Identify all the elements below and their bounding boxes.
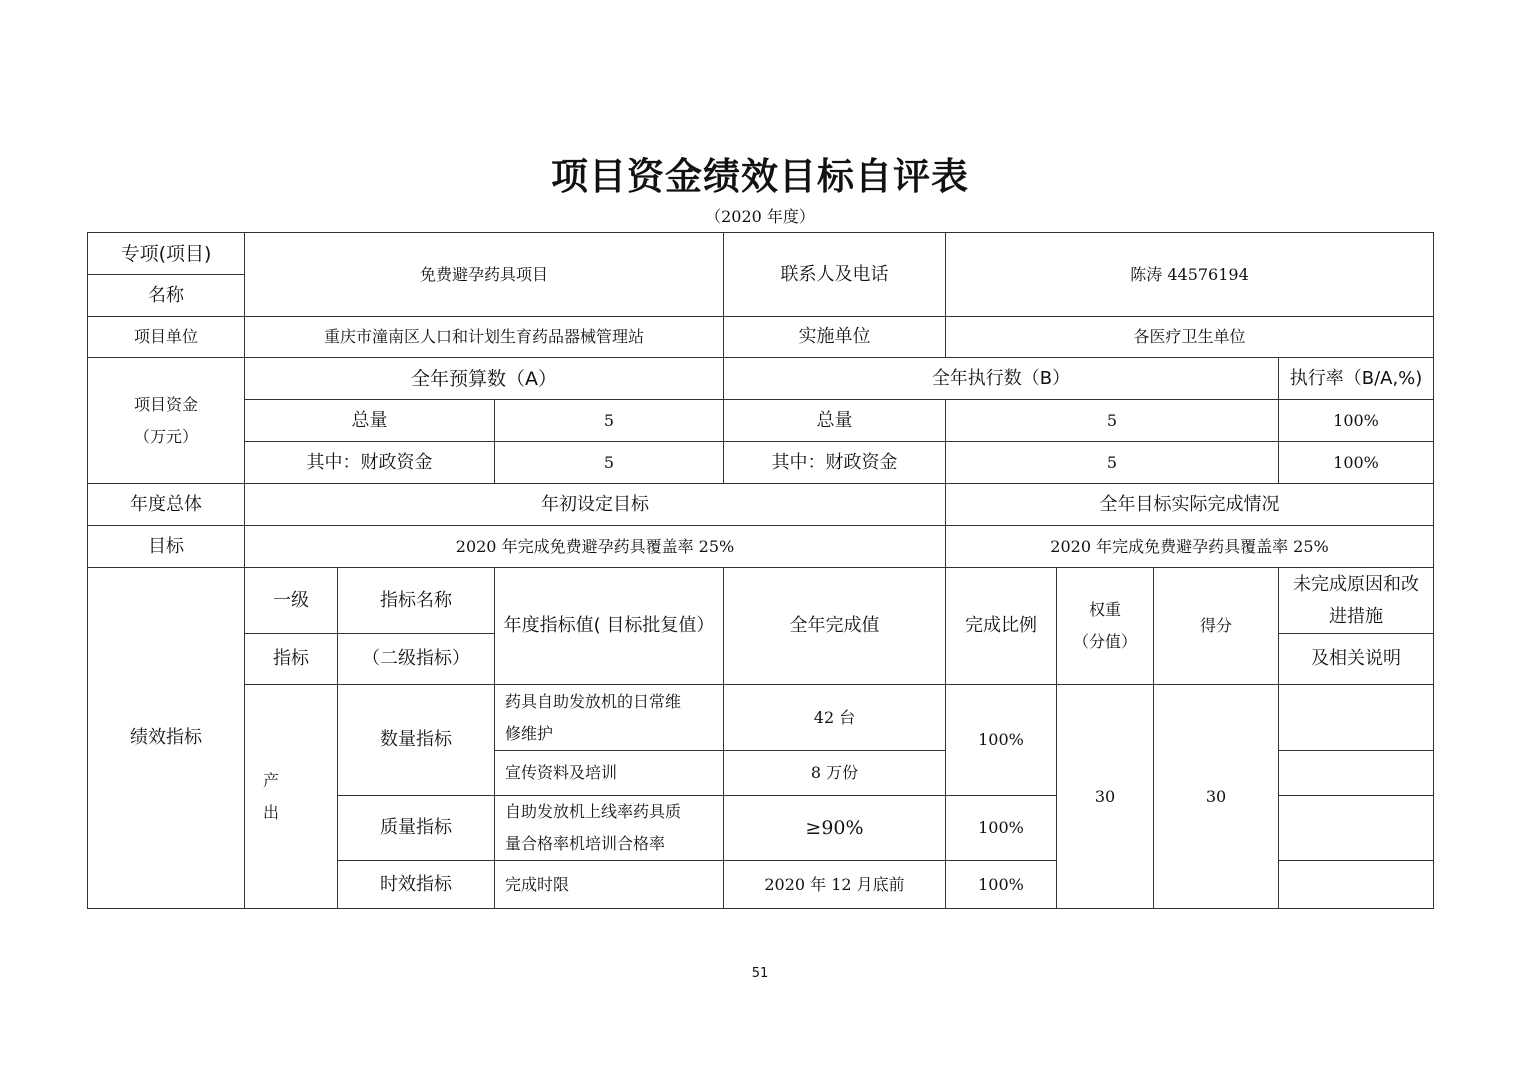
category-timeliness: 时效指标 — [338, 861, 495, 909]
indicator-row — [88, 685, 1434, 751]
project-name-value: 免费避孕药具项目 — [245, 233, 724, 317]
target-quality-line2: 量合格率机培训合格率 — [505, 834, 666, 853]
overall-label: 年度总体 — [88, 484, 245, 526]
rate-header: 执行率（B/A,%) — [1279, 358, 1434, 400]
actual-value: 2020 年完成免费避孕药具覆盖率 25% — [946, 526, 1434, 568]
project-name-label-2: 名称 — [88, 275, 245, 317]
page-title: 项目资金绩效目标自评表 — [551, 154, 969, 198]
indicators-section-label: 绩效指标 — [88, 568, 245, 909]
reason-3 — [1279, 796, 1434, 861]
target-quality — [495, 796, 724, 861]
fiscal-rate: 100% — [1279, 442, 1434, 484]
score-value: 30 — [1154, 685, 1279, 909]
header-name: 指标名称 — [338, 568, 495, 634]
weight-value: 30 — [1057, 685, 1154, 909]
category-quantity: 数量指标 — [338, 685, 495, 796]
header-weight — [1057, 568, 1154, 685]
header-reason-3: 及相关说明 — [1279, 634, 1434, 685]
actual-header: 全年目标实际完成情况 — [946, 484, 1434, 526]
level1-output-text: 产 出 — [262, 770, 319, 822]
reason-2 — [1279, 751, 1434, 796]
initial-target-header: 年初设定目标 — [245, 484, 946, 526]
initial-target-value: 2020 年完成免费避孕药具覆盖率 25% — [245, 526, 946, 568]
evaluation-table — [87, 232, 1434, 909]
total-label-exec: 总量 — [724, 400, 946, 442]
ratio-timeliness: 100% — [946, 861, 1057, 909]
total-exec: 5 — [946, 400, 1279, 442]
header-level1: 一级 — [245, 568, 338, 634]
header-level1-2: 指标 — [245, 634, 338, 685]
done-maintenance: 42 台 — [724, 685, 946, 751]
contact-value: 陈涛 44576194 — [946, 233, 1434, 317]
reason-4 — [1279, 861, 1434, 909]
header-weight-line2: （分值） — [1072, 632, 1137, 651]
ratio-quantity: 100% — [946, 685, 1057, 796]
fiscal-label-exec: 其中：财政资金 — [724, 442, 946, 484]
level1-output — [245, 685, 338, 909]
header-target: 年度指标值( 目标批复值） — [495, 568, 724, 685]
fiscal-label: 其中：财政资金 — [245, 442, 495, 484]
unit-value: 重庆市潼南区人口和计划生育药品器械管理站 — [245, 317, 724, 358]
header-weight-line1: 权重 — [1088, 600, 1121, 619]
target-maintenance-line1: 药具自助发放机的日常维 — [505, 691, 682, 711]
target-training: 宣传资料及培训 — [495, 751, 724, 796]
done-timeliness: 2020 年 12 月底前 — [724, 861, 946, 909]
header-ratio: 完成比例 — [946, 568, 1057, 685]
page-number: 51 — [751, 966, 769, 981]
header-reason-line1: 未完成原因和改 — [1293, 573, 1420, 595]
ratio-quality: 100% — [946, 796, 1057, 861]
exec-header: 全年执行数（B） — [724, 358, 1279, 400]
target-timeliness: 完成时限 — [495, 861, 724, 909]
target-maintenance — [495, 685, 724, 751]
report-year: （2020 年度） — [705, 207, 815, 226]
impl-value: 各医疗卫生单位 — [946, 317, 1434, 358]
fiscal-exec: 5 — [946, 442, 1279, 484]
header-done: 全年完成值 — [724, 568, 946, 685]
total-budget: 5 — [495, 400, 724, 442]
header-reason-line2: 进措施 — [1329, 605, 1384, 627]
fiscal-budget: 5 — [495, 442, 724, 484]
target-quality-line1: 自助发放机上线率药具质 — [505, 802, 682, 821]
done-training: 8 万份 — [724, 751, 946, 796]
done-quality: ≥90% — [724, 796, 946, 861]
total-rate: 100% — [1279, 400, 1434, 442]
funds-label-line2: （万元） — [133, 426, 198, 446]
target-maintenance-line2: 修维护 — [505, 723, 554, 743]
funds-label — [88, 358, 245, 484]
impl-label: 实施单位 — [724, 317, 946, 358]
funds-label-line1: 项目资金 — [133, 394, 198, 414]
header-name-2: （二级指标） — [338, 634, 495, 685]
overall-label-2: 目标 — [88, 526, 245, 568]
total-label: 总量 — [245, 400, 495, 442]
reason-1 — [1279, 685, 1434, 751]
budget-header: 全年预算数（A） — [245, 358, 724, 400]
unit-label: 项目单位 — [88, 317, 245, 358]
category-quality: 质量指标 — [338, 796, 495, 861]
contact-label: 联系人及电话 — [724, 233, 946, 317]
project-name-label: 专项(项目) — [88, 233, 245, 275]
header-reason — [1279, 568, 1434, 634]
header-score: 得分 — [1154, 568, 1279, 685]
